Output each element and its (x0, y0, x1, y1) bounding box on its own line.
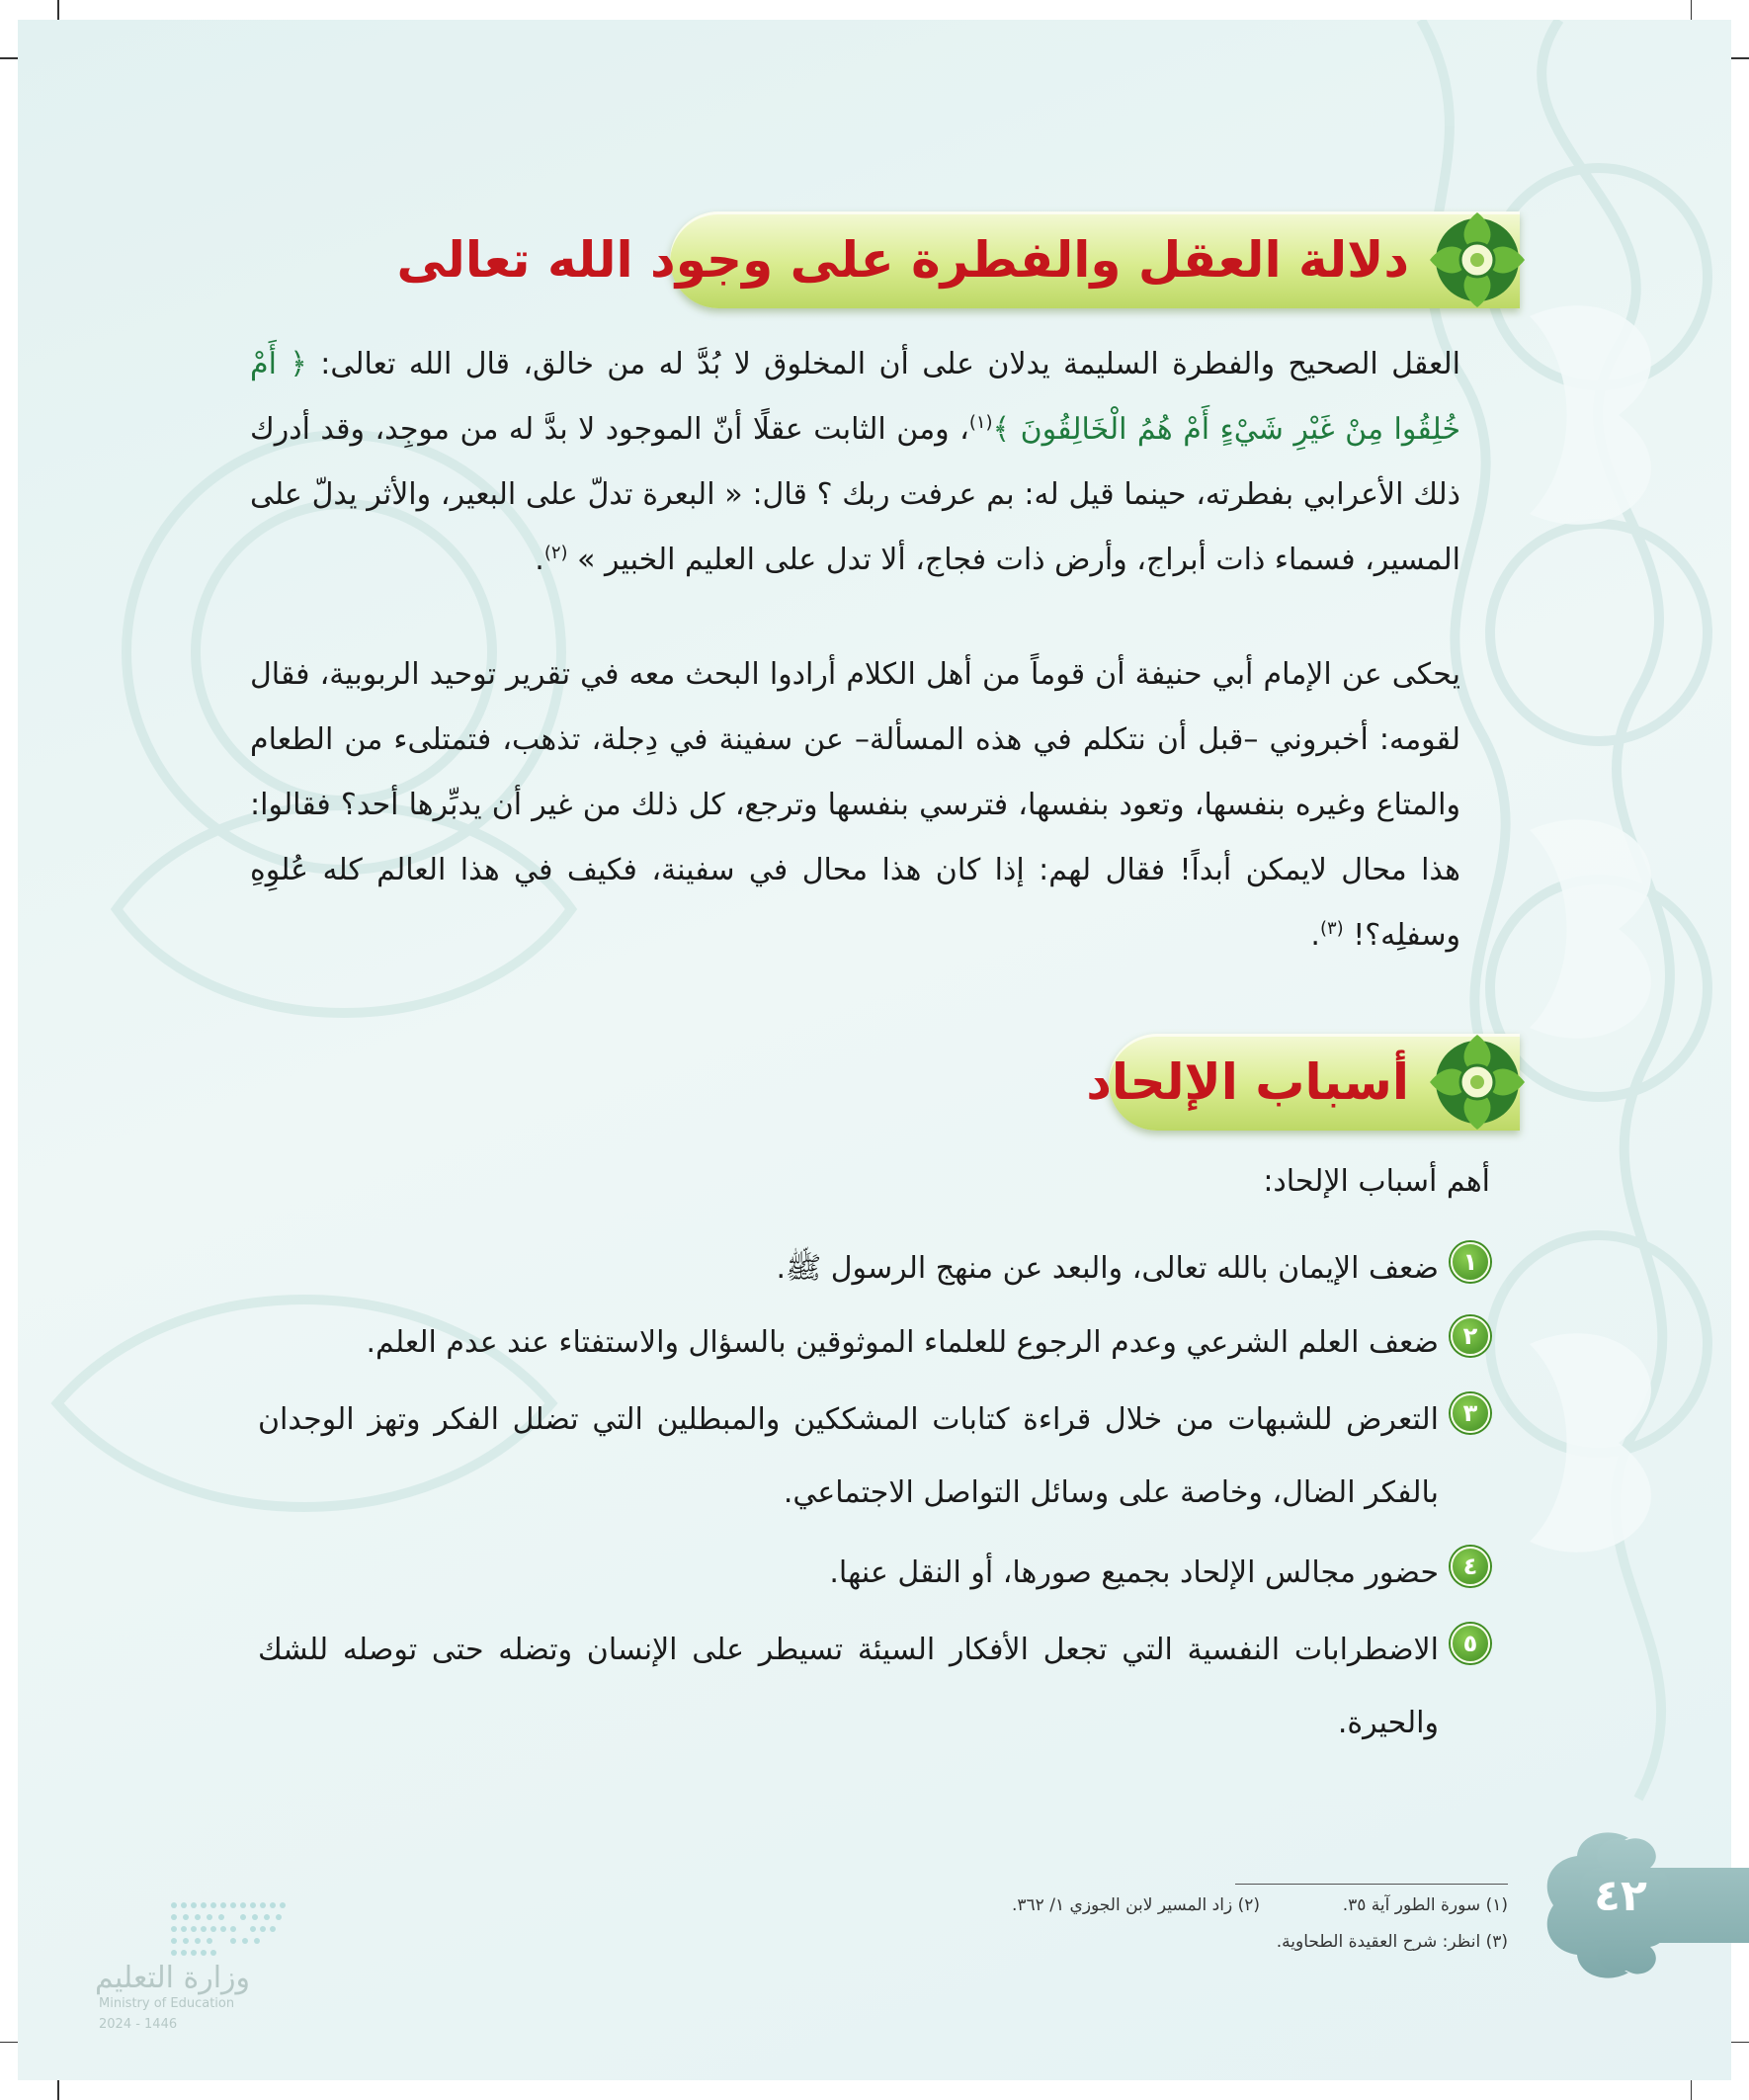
quran-verse: أَمْ خُلِقُوا مِنْ غَيْرِ شَيْءٍ أَمْ هُمُ الْخَالِقُونَ (250, 347, 1460, 447)
footnote-ref: (٣) (1319, 918, 1344, 939)
footnote-ref: (١) (968, 412, 993, 433)
list-item-text: ضعف الإيمان بالله تعالى، والبعد عن منهج الرسول ﷺ. (776, 1251, 1439, 1286)
quran-bracket-close: ﴾ (992, 412, 1011, 447)
footnote-divider (1235, 1884, 1508, 1885)
list-item (258, 1537, 1490, 1610)
paragraph-abu-hanifa: يحكى عن الإمام أبي حنيفة أن قوماً من أهل الكلام أرادوا البحث معه في تقرير توحيد الربوبية، فقال لقومه: أخبروني –قبل أن نتكلم في هذه المسألة– عن سفينة في دِجلة، تذهب، فتمتلىء من الطعام والمتاع وغيره بنفسها، وتعود بنفسها، فترسي بنفسها وترجع، كل ذلك من غير أن يدبِّرها أحد؟ فقالوا: هذا محال لايمكن أبداً! فقال لهم: إذا كان هذا محال في سفينة، فكيف في هذا العالم كله عُلوِهِ وسفلِه؟! $^{(٣)}$. (250, 657, 1460, 953)
list-item (258, 1306, 1490, 1380)
list-item-text: حضور مجالس الإلحاد بجميع صورها، أو النقل عنها. (829, 1555, 1439, 1590)
floral-emblem-icon (1423, 206, 1532, 314)
list-item (258, 1384, 1490, 1530)
list-item (258, 1232, 1490, 1305)
list-number-badge: ٥ (1451, 1624, 1490, 1663)
list-intro: أهم أسباب الإلحاد: (1263, 1164, 1490, 1199)
ministry-logo-icon (95, 1895, 292, 1965)
footnote-ref: (٢) (543, 543, 568, 563)
footnote-1: (١) سورة الطور آية ٣٥. (1342, 1895, 1508, 1915)
paragraph-reason-innate: العقل الصحيح والفطرة السليمة يدلان على أن المخلوق لا بُدَّ له من خالق، قال الله تعالى: ﴿ أَمْ خُلِقُوا مِنْ غَيْرِ شَيْءٍ أَمْ هُمُ الْخَالِقُونَ ﴾$^{(١)}$، ومن الثابت عقلًا أنّ الموجود لا بدَّ له من موجِد، وقد أدرك ذلك الأعرابي بفطرته، حينما قيل له: بم عرفت ربك ؟ قال: « البعرة تدلّ على البعير، والأثر يدلّ على المسير، فسماء ذات أبراج، وأرض ذات فجاج، ألا تدل على العليم الخبير » $^{(٢)}$. (250, 347, 1460, 577)
list-item (258, 1614, 1490, 1760)
list-item-text: ضعف العلم الشرعي وعدم الرجوع للعلماء الموثوقين بالسؤال والاستفتاء عند عدم العلم. (366, 1325, 1439, 1360)
section1-title: دلالة العقل والفطرة على وجود الله تعالى (396, 231, 1409, 289)
ministry-year: 2024 - 1446 (99, 2017, 178, 2032)
list-item-text: الاضطرابات النفسية التي تجعل الأفكار السيئة تسيطر على الإنسان وتضله حتى توصله للشك والحيرة. (258, 1633, 1439, 1740)
ministry-name-en: Ministry of Education (99, 1996, 235, 2011)
ministry-name-ar: وزارة التعليم (95, 1961, 251, 1995)
list-number-badge: ٣ (1451, 1393, 1490, 1433)
list-number-badge: ٤ (1451, 1547, 1490, 1586)
floral-emblem-icon (1423, 1028, 1532, 1136)
list-number-badge: ٢ (1451, 1316, 1490, 1356)
footnote-2: (٢) زاد المسير لابن الجوزي ١/ ٣٦٢. (1012, 1895, 1260, 1915)
footnote-3: (٣) انظر: شرح العقيدة الطحاوية. (1276, 1932, 1508, 1952)
page-number: ٤٢ (1594, 1871, 1647, 1921)
quran-bracket-open: ﴿ (290, 347, 307, 381)
list-item-text: التعرض للشبهات من خلال قراءة كتابات المشككين والمبطلين التي تضلل الفكر وتهز الوجدان بالفكر الضال، وخاصة على وسائل التواصل الاجتماعي. (258, 1402, 1439, 1510)
section-title-bar (396, 211, 1520, 308)
list-number-badge: ١ (1451, 1242, 1490, 1282)
section2-title: أسباب الإلحاد (1086, 1053, 1409, 1111)
